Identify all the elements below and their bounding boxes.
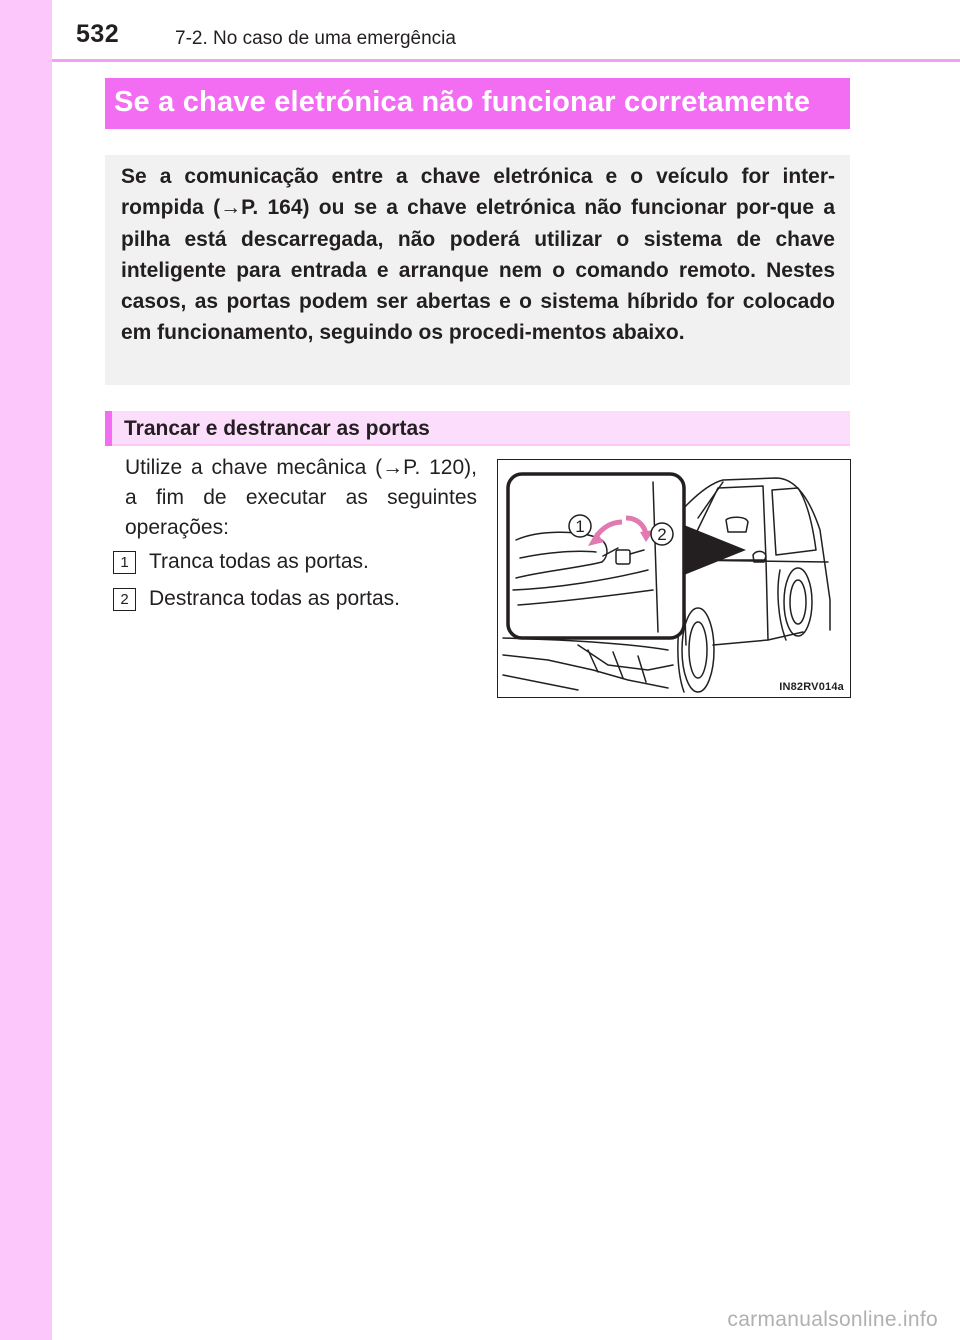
step-2 [113,587,400,611]
left-margin-strip [0,0,52,1340]
figure-code: IN82RV014a [779,681,844,693]
step-1-text: Tranca todas as portas. [149,550,369,573]
car-door-drawing [498,460,850,697]
step-1-number: 1 [113,551,136,574]
page-number: 532 [76,20,120,48]
step-1 [113,550,369,574]
step-2-text: Destranca todas as portas. [149,587,400,610]
body-text: Utilize a chave mecânica (→P. 120), a fim de executar as seguintes operações: [125,456,477,539]
step-2-number: 2 [113,588,136,611]
subsection-title: Trancar e destrancar as portas [124,417,430,440]
callout-2-label: 2 [657,525,667,544]
subsection-header [105,411,850,446]
header-rule [52,59,960,62]
intro-box [105,155,850,385]
section-banner [105,78,850,129]
callout-1-label: 1 [575,517,585,536]
chapter-title: 7-2. No caso de uma emergência [175,28,456,49]
subsection-accent-bar [105,411,112,446]
intro-text: Se a comunicação entre a chave eletrónica e o veículo for inter-rompida (→P. 164) ou se a chave eletrónica não funcionar por-que a pilha está descarregada, não poderá utilizar o sistema de chave inteligente para entrada e arranque nem o comando remoto. Nestes casos, as portas podem ser abertas e o sistema híbrido for colocado em funcionamento, seguindo os procedi-mentos abaixo. [121,165,835,345]
door-lock-illustration [497,459,851,698]
watermark-text: carmanualsonline.info [727,1308,938,1331]
section-title: Se a chave eletrónica não funcionar corretamente [114,86,811,118]
